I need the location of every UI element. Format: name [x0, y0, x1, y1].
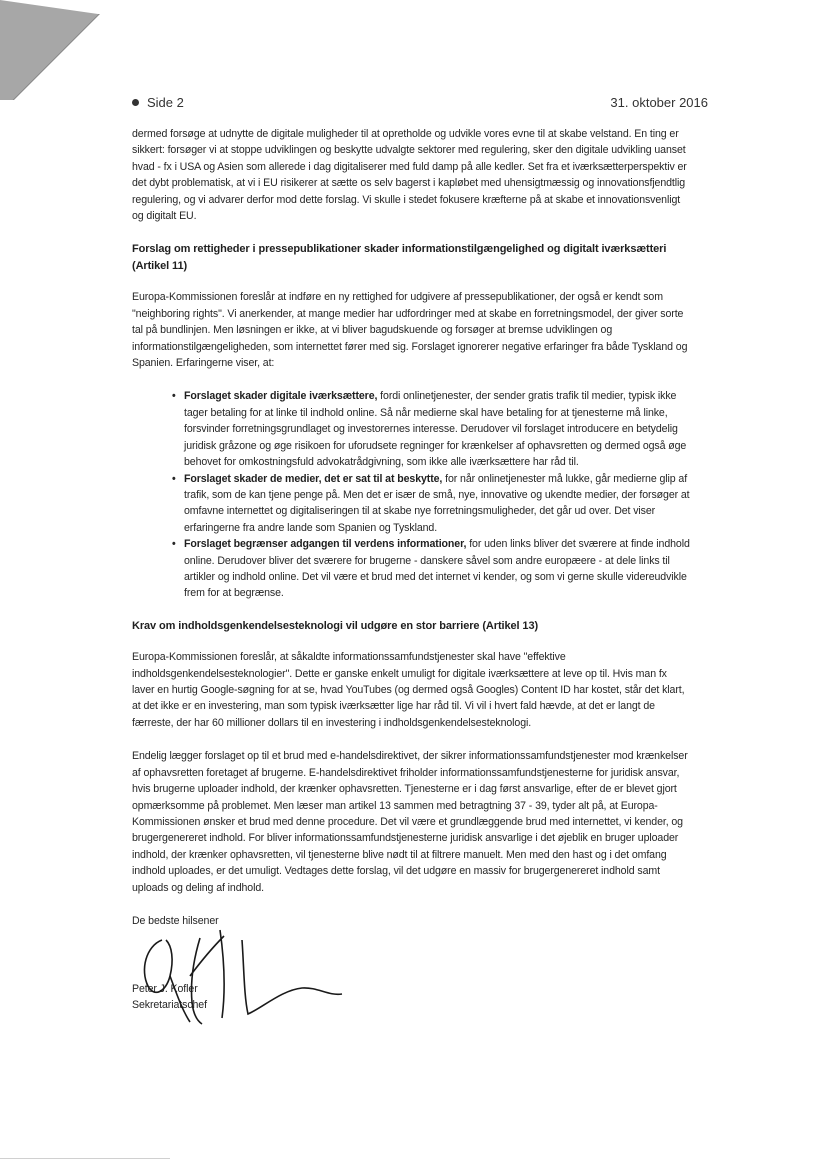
- article-11-paragraph: Europa-Kommissionen foreslår at indføre en ny rettighed for udgivere af pressepublikationer, der også er kendt som "neighboring rights". Vi anerkender, at mange medier har udfordringer med at skabe en forretningsmodel, der giver sorte tal på bundlinjen. Men løsningen er ikke, at vi bliver bagudskuende og forsøger at bremse udviklingen og informationstilgængeligheden, som internettet fører med sig. Forslaget ignorerer negative erfaringer fra både Tyskland og Spanien. Erfaringerne viser, at:: [132, 291, 688, 370]
- signature-block: [132, 913, 692, 1033]
- handwritten-signature: [132, 918, 362, 1028]
- signer-name: Peter J. Kofler: [132, 982, 198, 995]
- list-item: [174, 388, 692, 470]
- bullet-text: for når onlinetjenester må lukke, går medierne glip af trafik, som de kan tjene penge på. Men det er især de små, nye, innovative og ukendte medier, der forsøger at omfavne internettet og digitaliseringen til at skabe nye forretningsmuligheder, det går ud over. Det viser erfaringerne fra andre lande som Spanien og Tyskland.: [184, 472, 690, 534]
- page-header: [132, 95, 708, 110]
- bullet-lead: Forslaget begrænser adgangen til verdens informationer,: [184, 538, 467, 551]
- section-heading-article-13: Krav om indholdsgenkendelsesteknologi vil udgøre en stor barriere (Artikel 13): [132, 619, 539, 632]
- bullet-text: for uden links bliver det sværere at finde indhold online. Derudover bliver det sværere for brugerne - danskere såvel som andre europæere - at dele links til artikler og indhold online. Det vil være et brud med det internet vi kender, og som vi gerne skulle videreudvikle frem for at begrænse.: [184, 538, 690, 600]
- footer-rule: [0, 1158, 170, 1159]
- page-label: Side 2: [147, 95, 184, 110]
- article-11-bullet-list: [132, 388, 692, 601]
- intro-paragraph: dermed forsøge at udnytte de digitale muligheder til at opretholde og udvikle vores evne til at skabe velstand. En ting er sikkert: forsøger vi at stoppe udviklingen og beskytte udvalgte sektorer med regulering, sker den digitale udvikling uanset hvad - fx i USA og Asien som allerede i dag digitaliserer med fuld damp på alle kedler. Set fra et iværksætterperspektiv er det dybt problematisk, at vi i EU risikerer at sætte os selv bagerst i kapløbet med uhensigtmæssig og innovationsfjendtlig regulering, og vi advarer derfor mod dette forslag. Vi skulle i stedet fokusere kræfterne på at skabe et innovationsvenligt og digitalt EU.: [132, 128, 687, 223]
- bullet-text: fordi onlinetjenester, der sender gratis trafik til medier, typisk ikke tager betaling for at linke til indhold online. Så når medierne skal have betaling for at tjenesterne må linke, forsvinder forretningsgrundlaget og investorernes interesse. Derudover vil forslaget introducere en betydelig juridisk gråzone og øge risikoen for uforudsete regninger for krænkelser af ophavsretten og dermed også øge behovet for omkostningsfuld advokatrådgivning, som ikke alle iværksættere har råd til.: [184, 390, 687, 469]
- bullet-lead: Forslaget skader digitale iværksættere,: [184, 390, 378, 403]
- page-indicator: [132, 95, 184, 110]
- article-13-paragraph-2: Endelig lægger forslaget op til et brud med e-handelsdirektivet, der sikrer informationssamfundstjenester mod krænkelser af ophavsretten foretaget af brugerne. E-handelsdirektivet friholder informationssamfundstjenesterne for juridisk ansvar, hvis brugerne uploader indhold, der krænker ophavsretten. Tjenesterne er i dag først ansvarlige, efter de er blevet gjort opmærksomme på problemet. Men læser man artikel 13 sammen med betragtning 37 - 39, tyder alt på, at Europa-Kommissionen ønsker et brud med denne procedure. Det vil være et grundlæggende brud med internettet, vi kender, og brugergenereret indhold. For bliver informationssamfundstjenesterne juridisk ansvarlige i det øjeblik en bruger uploader indhold, der krænker ophavsretten, vil tjenesterne blive nødt til at filtrere manuelt. Men med den hast og i det omfang indhold uploades, er det umuligt. Vedtages dette forslag, vil det udgøre en massiv for brugergenereret indhold samt uploads og deling af indhold.: [132, 750, 688, 894]
- signer-title: Sekretariatschef: [132, 998, 207, 1011]
- letter-date: 31. oktober 2016: [610, 95, 708, 110]
- article-13-paragraph-1: Europa-Kommissionen foreslår, at såkaldte informationssamfundstjenester skal have "effektive indholdsgenkendelsesteknologier". Dette er ganske enkelt umuligt for digitale iværksættere at leve op til. Hvis man fx laver en hurtig Google-søgning for at se, hvad YouTubes (og dermed også Googles) Content ID har kostet, står det klart, at det ikke er en investering, man som typisk iværksætter lige har råd til. Vi vil i hvert fald hævde, at det er langt de færreste, der har 60 millioner dollars til en investering i indholdsgenkendelsesteknologi.: [132, 651, 685, 729]
- section-heading-article-11: Forslag om rettigheder i pressepublikationer skader informationstilgængelighed og digitalt iværksætteri (Artikel 11): [132, 243, 667, 272]
- letter-body: [132, 126, 692, 1033]
- list-item: [174, 536, 692, 602]
- bullet-dot-icon: [132, 99, 139, 106]
- list-item: [174, 471, 692, 537]
- page-corner-fold: [0, 0, 100, 100]
- closing-line: De bedste hilsener: [132, 914, 219, 927]
- bullet-lead: Forslaget skader de medier, det er sat til at beskytte,: [184, 472, 443, 485]
